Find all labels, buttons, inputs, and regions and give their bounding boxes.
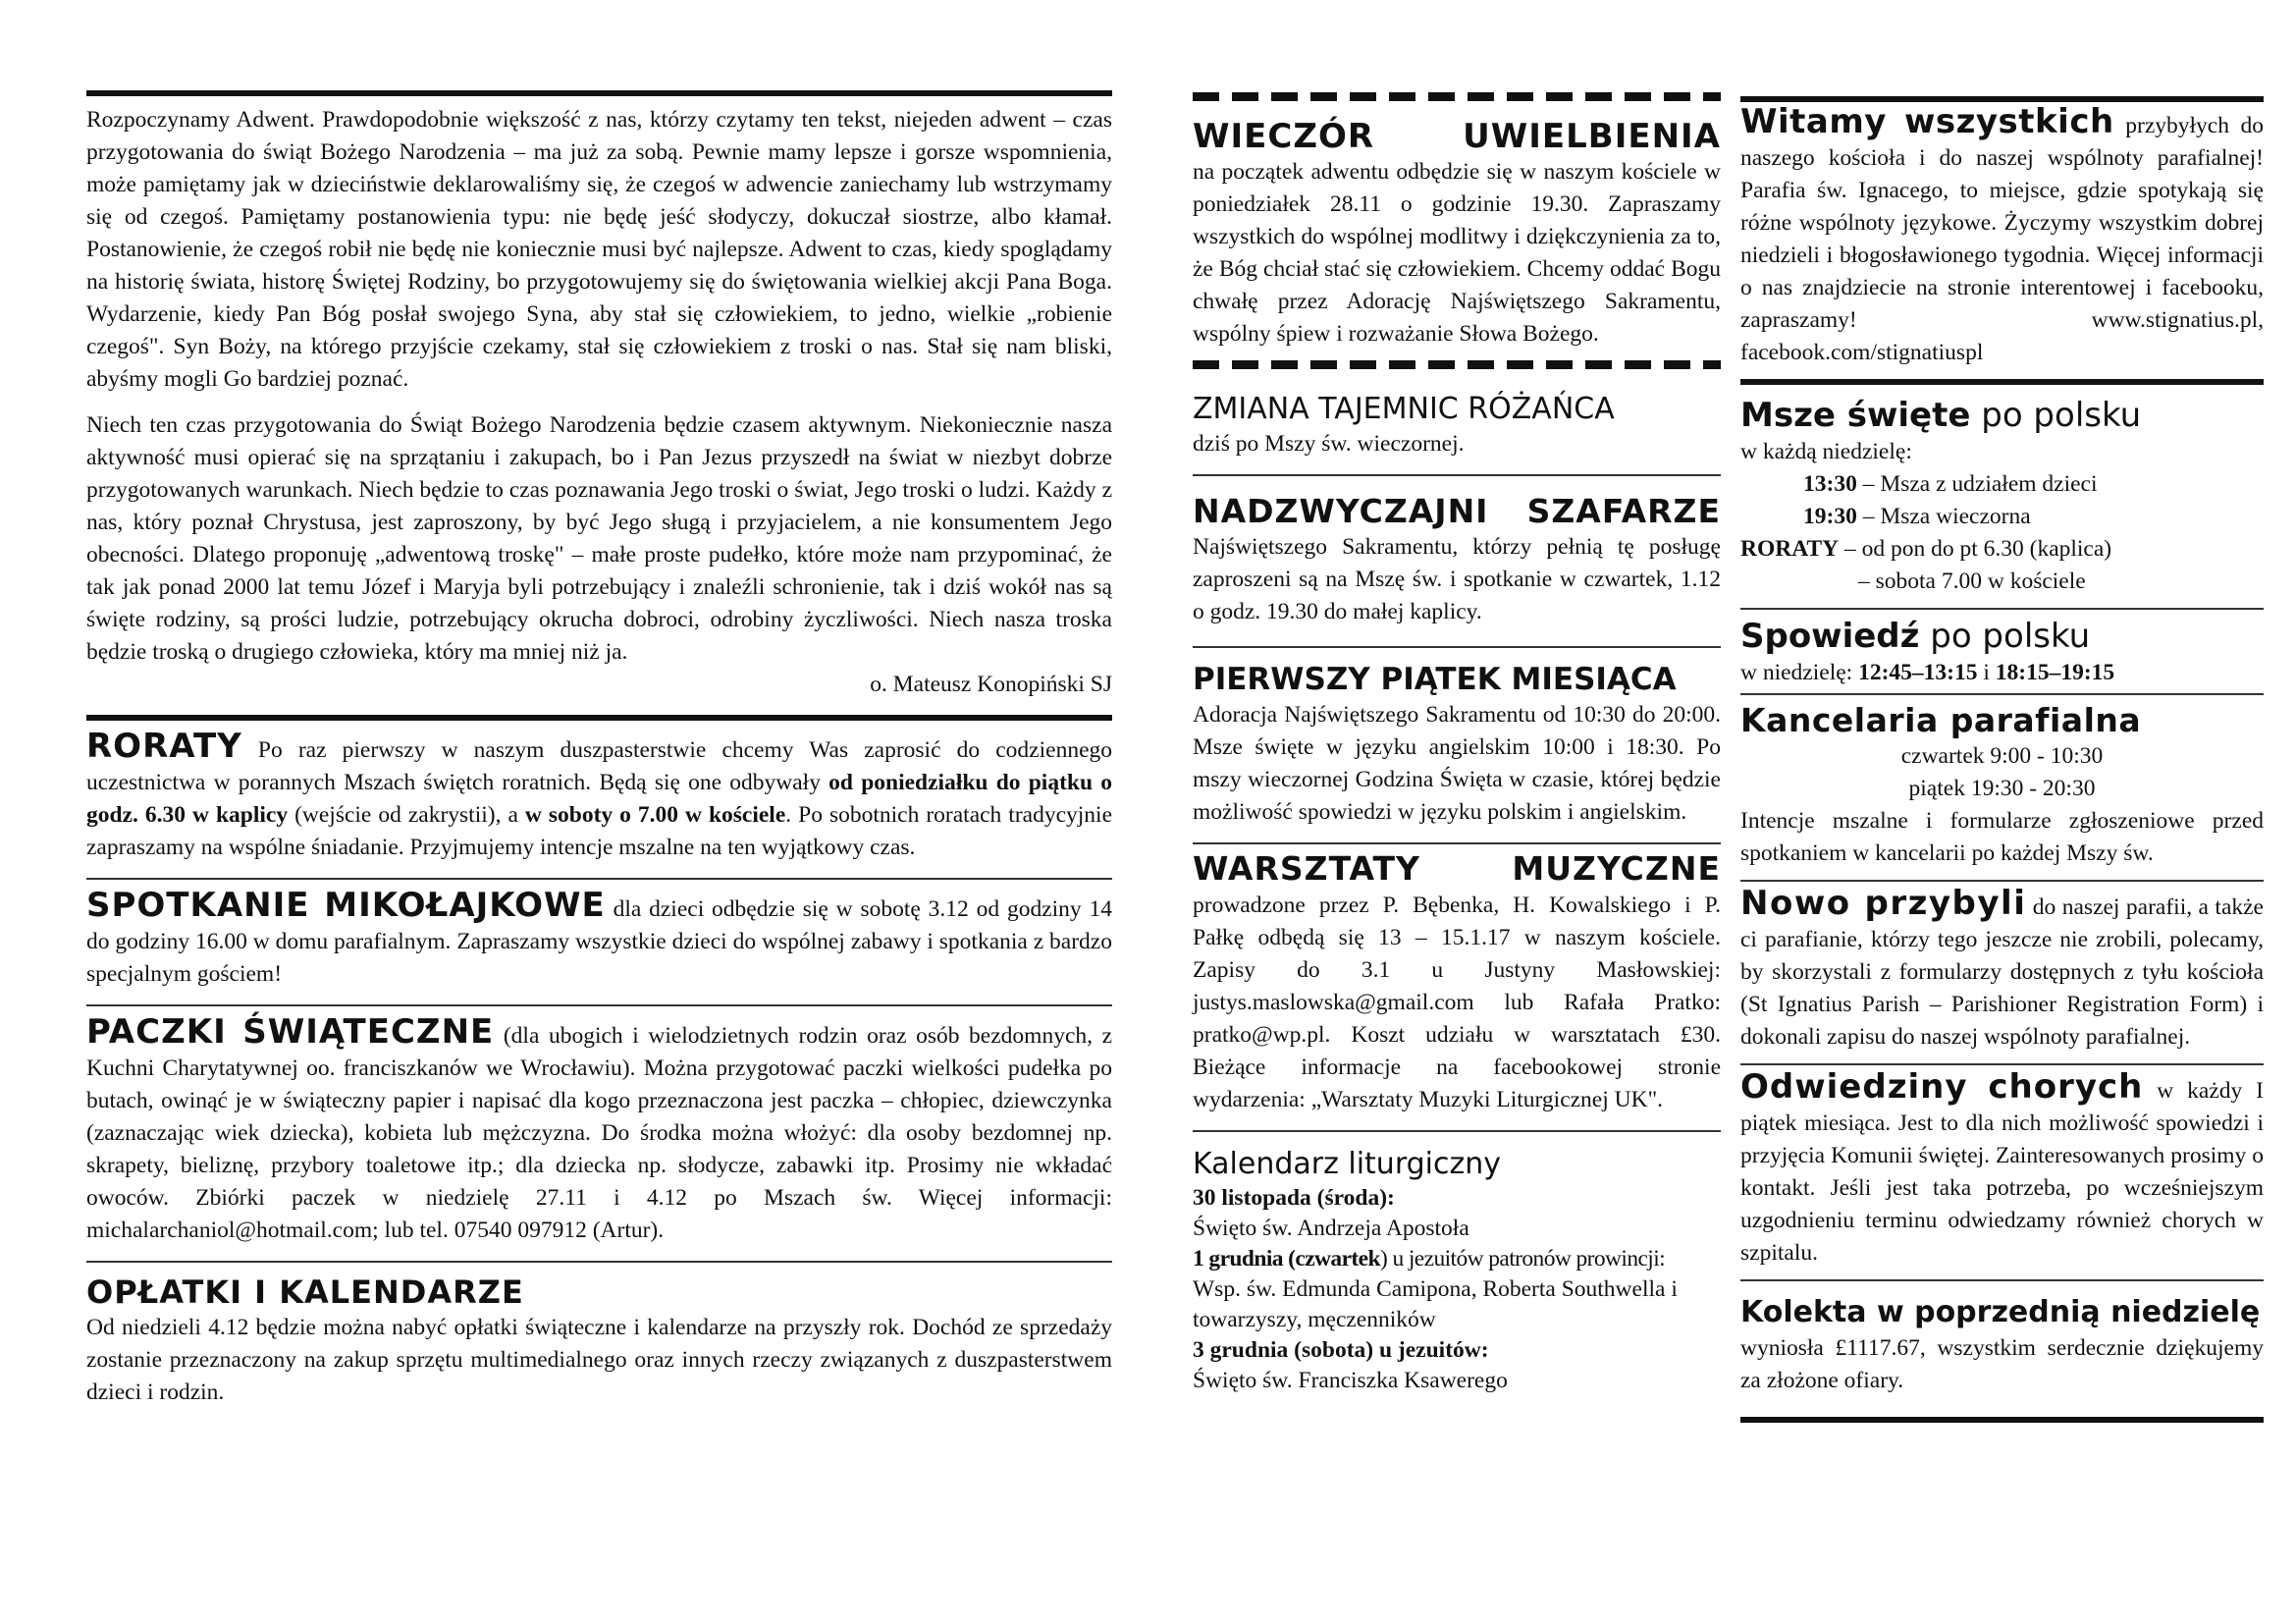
mikolajkowe-heading: SPOTKANIE MIKOŁAJKOWE xyxy=(86,886,606,925)
divider xyxy=(1740,379,2264,385)
msze-desc: – od pon do pt 6.30 (kaplica) xyxy=(1839,536,2112,562)
msze-heading-light: po polsku xyxy=(1970,396,2142,435)
nowo-heading: Nowo przybyli xyxy=(1740,884,2027,923)
piatek-heading: PIERWSZY PIĄTEK MIESIĄCA xyxy=(1193,662,1677,697)
warsztaty-heading: WARSZTATY MUZYCZNE xyxy=(1193,849,1721,888)
mikolajkowe-section xyxy=(86,886,1112,991)
msze-desc: – Msza wieczorna xyxy=(1856,504,2031,529)
wieczor-text: na początek adwentu odbędzie się w naszym kościele w poniedziałek 28.11 o godzinie 19.30. Zapraszamy wszystkich do wspólnej modlitwy i dziękczynienia za to, że Bóg chciał stać się człowiekiem. Chcemy oddać Bogu chwałę przez Adorację Najświętszego Sakramentu, wspólny śpiew i rozważanie Słowa Bożego. xyxy=(1193,159,1721,347)
divider xyxy=(1193,1130,1721,1132)
divider xyxy=(1193,646,1721,648)
intro-paragraph-1: Rozpoczynamy Adwent. Prawdopodobnie większość z nas, którzy czytamy ten tekst, niejeden adwent – czas przygotowania do świąt Bożego Narodzenia – ma już za sobą. Pewnie mamy lepsze i gorsze wspomnienia, może pamiętamy jak w dzieciństwie deklarowaliśmy się, że czegoś w adwencie zaniechamy lub wstrzymamy się od czegoś. Pamiętamy postanowienia typu: nie będę jeść słodyczy, dokuczał siostrze, albo kłamał. Postanowienie, że czegoś robił nie będę nie koniecznie musi być najlepsze. Adwent to czas, kiedy spoglądamy na historię świata, historę Świętej Rodziny, bo przygotowujemy się do świętowania wielkiej akcji Pana Boga. Wydarzenie, kiedy Pan Bóg posłał swojego Syna, aby stał się człowiekiem, to jedno, wielkie „robienie czegoś". Syn Boży, na którego przyjście czekamy, stał się człowiekiem z troski o nas. Stał się nam bliski, abyśmy mogli Go bardziej poznać. xyxy=(86,107,1112,392)
column-middle xyxy=(1193,0,1721,1396)
divider xyxy=(1740,693,2264,695)
divider xyxy=(1740,880,2264,882)
nowo-section xyxy=(1740,884,2264,1054)
paczki-heading: PACZKI ŚWIĄTECZNE xyxy=(86,1012,495,1052)
msze-list xyxy=(1740,436,2264,598)
paczki-text: (dla ubogich i wielodzietnych rodzin oraz osób bezdomnych, z Kuchni Charytatywnej oo. franciszkanów we Wrocławiu). Można przygotować paczki wielkości pudełka po butach, owinąć je w świąteczny papier i napisać dla kogo przeznaczona jest paczka – chłopiec, dziewczynka (zaznaczając wiek dziecka), kobieta lub mężczyzna. Do środka można włożyć: dla osoby bezdomnej np. skrapety, bieliznę, przybory toaletowe itp.; dla dziecka np. słodycze, zabawki itp. Prosimy nie wkładać owoców. Zbiórki paczek w niedzielę 27.11 i 4.12 po Mszach św. Więcej informacji: michalarchaniol@hotmail.com; lub tel. 07540 097912 (Artur). xyxy=(86,1023,1113,1243)
spowiedz-time: 12:45–13:15 xyxy=(1858,660,1978,685)
piatek-text: Adoracja Najświętszego Sakramentu od 10:30 do 20:00. Msze święte w języku angielskim 10:00 i 18:30. Po mszy wieczornej Godzina Święta w czasie, której będzie możliwość spowiedzi w języku polskim i angielskim. xyxy=(1193,702,1721,825)
roraty-text: (wejście od zakrystii), a xyxy=(288,802,525,828)
spowiedz-heading-bold: Spowiedź xyxy=(1740,617,1920,656)
roraty-label: RORATY xyxy=(1740,536,1840,562)
witamy-text: przybyłych do naszego kościoła i do naszej wspólnoty parafialnej! Parafia św. Ignacego, to miejsce, gdzie spotykają się różne wspólnoty językowe. Życzymy wszystkim dobrej niedzieli i błogosławionego tygodnia. Więcej informacji o nas znajdziecie na stronie interentowej i facebooku, zapraszamy! www.stignatius.pl, facebook.com/stignatiuspl xyxy=(1740,113,2265,365)
signature: o. Mateusz Konopiński SJ xyxy=(870,672,1112,697)
szafarze-text: Najświętszego Sakramentu, którzy pełnią tę posługę zaproszeni są na Mszę św. i spotkanie w czwartek, 1.12 o godz. 19.30 do małej kaplicy. xyxy=(1193,534,1721,624)
divider-dashed xyxy=(1193,92,1721,101)
divider xyxy=(86,715,1112,721)
kalendarz-note: ) u jezuitów patronów prowincji: xyxy=(1379,1246,1666,1272)
kancelaria-heading: Kancelaria parafialna xyxy=(1740,701,2142,739)
nowo-text: do naszej parafii, a także ci parafianie, którzy tego jeszcze nie zrobili, polecamy, by skorzystali z formularzy dostępnych z tyłu kościoła (St Ignatius Parish – Parishioner Registration Form) i dokonali zapisu do naszej wspólnoty parafialnej. xyxy=(1740,894,2264,1050)
roraty-heading: RORATY xyxy=(86,727,242,766)
odwiedziny-heading: Odwiedziny chorych xyxy=(1740,1067,2144,1107)
divider xyxy=(86,1004,1112,1006)
warsztaty-text: prowadzone przez P. Bębenka, H. Kowalskiego i P. Pałkę odbędą się 13 – 15.1.17 w naszym kościele. Zapisy do 3.1 u Justyny Masłowskiej: justys.maslowska@gmail.com lub Rafała Pratko: pratko@wp.pl. Koszt udziału w warsztatach £30. Bieżące informacje na facebookowej stronie wydarzenia: „Warsztaty Muzyki Liturgicznej UK". xyxy=(1193,893,1721,1112)
kancelaria-hours: piątek 19:30 - 20:30 xyxy=(1908,776,2096,801)
kolekta-text: wyniosła £1117.67, wszystkim serdecznie dziękujemy za złożone ofiary. xyxy=(1740,1335,2264,1393)
spowiedz-and: i xyxy=(1977,660,1996,685)
spowiedz-heading xyxy=(1740,616,2264,657)
msze-time: 13:30 xyxy=(1803,471,1857,497)
roraty-section xyxy=(86,727,1113,864)
odwiedziny-text: w każdy I piątek miesiąca. Jest to dla nich możliwość spowiedzi i przyjęcia Komunii świętej. Zainteresowanych prosimy o kontakt. Jeśli jest taka potrzeba, po wcześniejszym uzgodnieniu terminu odwiedzamy również chorych w szpitalu. xyxy=(1740,1078,2264,1266)
intro-paragraph-2: Niech ten czas przygotowania do Świąt Bożego Narodzenia będzie czasem aktywnym. Niekoniecznie nasza aktywność musi opierać się na sprzątaniu i zakupach, bo i Pan Jezus przyszedł na świat w niezbyt dobrze przygotowanych warunkach. Niech będzie to czas poznawania Jego troski o świat, Jego troski o ludzi. Każdy z nas, który poznał Chrystusa, jest zaproszony, by być Jego sługą i przyjacielem, a nie konsumentem Jego obecności. Dlatego proponuję „adwentową troskę" – małe proste pudełko, które może nam przypominać, że tak jak ponad 2000 lat temu Józef i Maryja byli potrzebujący i znaleźli schronienie, tak i dziś wokół nas są święte rodziny, są prości ludzie, potrzebujący okrucha dobroci, odrobiny życzliwości. Niech nasza troska będzie troską o drugiego człowieka, który ma mniej niż ja. xyxy=(86,412,1112,665)
kancelaria-hours: czwartek 9:00 - 10:30 xyxy=(1900,743,2104,769)
kalendarz-date: 3 grudnia (sobota) u jezuitów: xyxy=(1193,1337,1489,1363)
wieczor-heading: WIECZÓR UWIELBIENIA xyxy=(1193,117,1721,156)
spowiedz-label: w niedzielę: xyxy=(1740,660,1859,685)
mikolajkowe-text: dla dzieci odbędzie się w sobotę 3.12 od godziny 14 do godziny 16.00 w domu parafialnym. Zapraszamy wszystkie dzieci do wspólnej zabawy i spotkania z bardzo specjalnym gościem! xyxy=(86,896,1112,987)
msze-desc: – Msza z udziałem dzieci xyxy=(1856,471,2098,497)
zmiana-heading: ZMIANA TAJEMNIC RÓŻAŃCA xyxy=(1193,392,1615,426)
witamy-heading: Witamy wszystkich xyxy=(1740,102,2114,141)
msze-heading xyxy=(1740,395,2264,436)
column-right xyxy=(1740,0,2264,1423)
divider xyxy=(1740,608,2264,610)
msze-intro: w każdą niedzielę: xyxy=(1740,439,1912,464)
divider xyxy=(86,878,1112,880)
kalendarz-date: 30 listopada (środa): xyxy=(1193,1185,1395,1211)
spowiedz-time: 18:15–19:15 xyxy=(1995,660,2115,685)
divider xyxy=(1193,842,1721,844)
divider xyxy=(1740,1279,2264,1281)
divider xyxy=(86,1261,1112,1263)
paczki-section xyxy=(86,1012,1113,1247)
roraty-saturday-time: w soboty o 7.00 w kościele xyxy=(524,802,786,828)
column-left xyxy=(86,0,1112,1409)
roraty-text: . Po sobotnich roratach tradycyjnie zapraszamy na wspólne śniadanie. Przyjmujemy intencje mszalne na ten wyjątkowy czas. xyxy=(86,802,1113,860)
kolekta-heading: Kolekta w poprzednią niedzielę xyxy=(1740,1295,2261,1329)
odwiedziny-section xyxy=(1740,1067,2264,1270)
msze-desc: – sobota 7.00 w kościele xyxy=(1858,568,2086,594)
spowiedz-text xyxy=(1740,657,2264,689)
divider xyxy=(1193,474,1721,476)
kalendarz-entry: Wsp. św. Edmunda Camipona, Roberta Southwella i towarzyszy, męczenników xyxy=(1193,1276,1678,1332)
kalendarz-date: 1 grudnia (czwartek xyxy=(1193,1246,1380,1272)
kalendarz-entry: Święto św. Franciszka Ksawerego xyxy=(1193,1368,1508,1393)
msze-heading-bold: Msze święte xyxy=(1740,396,1971,435)
divider xyxy=(1740,1417,2264,1423)
divider xyxy=(86,90,1112,96)
roraty-text: Po raz pierwszy w naszym duszpasterstwie chcemy Was zaprosić do codziennego uczestnictwa w porannych Mszach świętch roratnich. Będą się one odbywały xyxy=(86,737,1112,795)
warsztaty-section xyxy=(1193,849,1721,1116)
spowiedz-heading-light: po polsku xyxy=(1919,617,2091,656)
roraty-weekday-time: od poniedziałku do piątku o godz. 6.30 w kaplicy xyxy=(86,770,1113,828)
kalendarz-entry: Święto św. Andrzeja Apostoła xyxy=(1193,1216,1469,1241)
oplatki-text: Od niedzieli 4.12 będzie można nabyć opłatki świąteczne i kalendarze na przyszły rok. Dochód ze sprzedaży zostanie przeznaczony na zakup sprzętu multimedialnego oraz innych rzeczy związanych z duszpasterstwem dzieci i rodzin. xyxy=(86,1315,1112,1405)
divider xyxy=(1740,1063,2264,1065)
zmiana-text: dziś po Mszy św. wieczornej. xyxy=(1193,431,1465,457)
witamy-section xyxy=(1740,102,2265,369)
divider-dashed xyxy=(1193,360,1721,369)
szafarze-heading: NADZWYCZAJNI SZAFARZE xyxy=(1193,492,1721,530)
msze-time: 19:30 xyxy=(1803,504,1857,529)
oplatki-heading: OPŁATKI I KALENDARZE xyxy=(86,1273,524,1311)
kalendarz-heading: Kalendarz liturgiczny xyxy=(1193,1147,1502,1181)
kalendarz-list xyxy=(1193,1183,1721,1396)
kancelaria-text: Intencje mszalne i formularze zgłoszeniowe przed spotkaniem w kancelarii po każdej Mszy św. xyxy=(1740,808,2264,866)
